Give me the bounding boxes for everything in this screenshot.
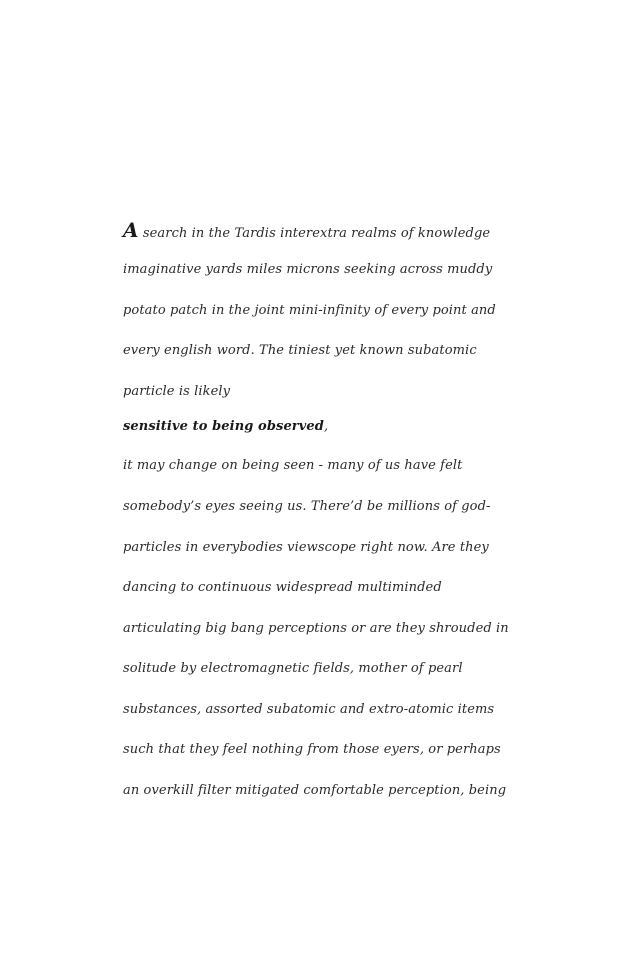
text-line-8: somebody’s eyes seeing us. There’d be millions of god- <box>123 499 491 514</box>
text-line-4: every english word. The tiniest yet known subatomic <box>123 343 477 358</box>
text-line-11: articulating big bang perceptions or are they shrouded in <box>123 621 509 636</box>
drop-cap: A <box>123 218 139 242</box>
emphasized-phrase: sensitive to being observed <box>123 419 324 434</box>
text-line-7: it may change on being seen - many of us have felt <box>123 458 463 473</box>
text-line-3: potato patch in the joint mini-infinity of every point and <box>123 303 496 318</box>
text-line-1-rest: search in the Tardis interextra realms of knowledge <box>138 226 491 241</box>
text-line-13: substances, assorted subatomic and extro-atomic items <box>123 702 495 717</box>
text-line-12: solitude by electromagnetic fields, mother of pearl <box>123 661 463 676</box>
text-line-6 <box>123 419 328 434</box>
text-line-5: particle is likely <box>123 384 231 399</box>
emphasized-phrase-tail: , <box>323 419 329 434</box>
text-line-15: an overkill filter mitigated comfortable perception, being <box>123 783 507 798</box>
text-line-10: dancing to continuous widespread multiminded <box>123 580 442 595</box>
text-line-2: imaginative yards miles microns seeking across muddy <box>123 262 493 277</box>
text-line-9: particles in everybodies viewscope right now. Are they <box>123 540 489 555</box>
text-line-14: such that they feel nothing from those eyers, or perhaps <box>123 742 501 757</box>
text-line-1 <box>123 218 490 242</box>
